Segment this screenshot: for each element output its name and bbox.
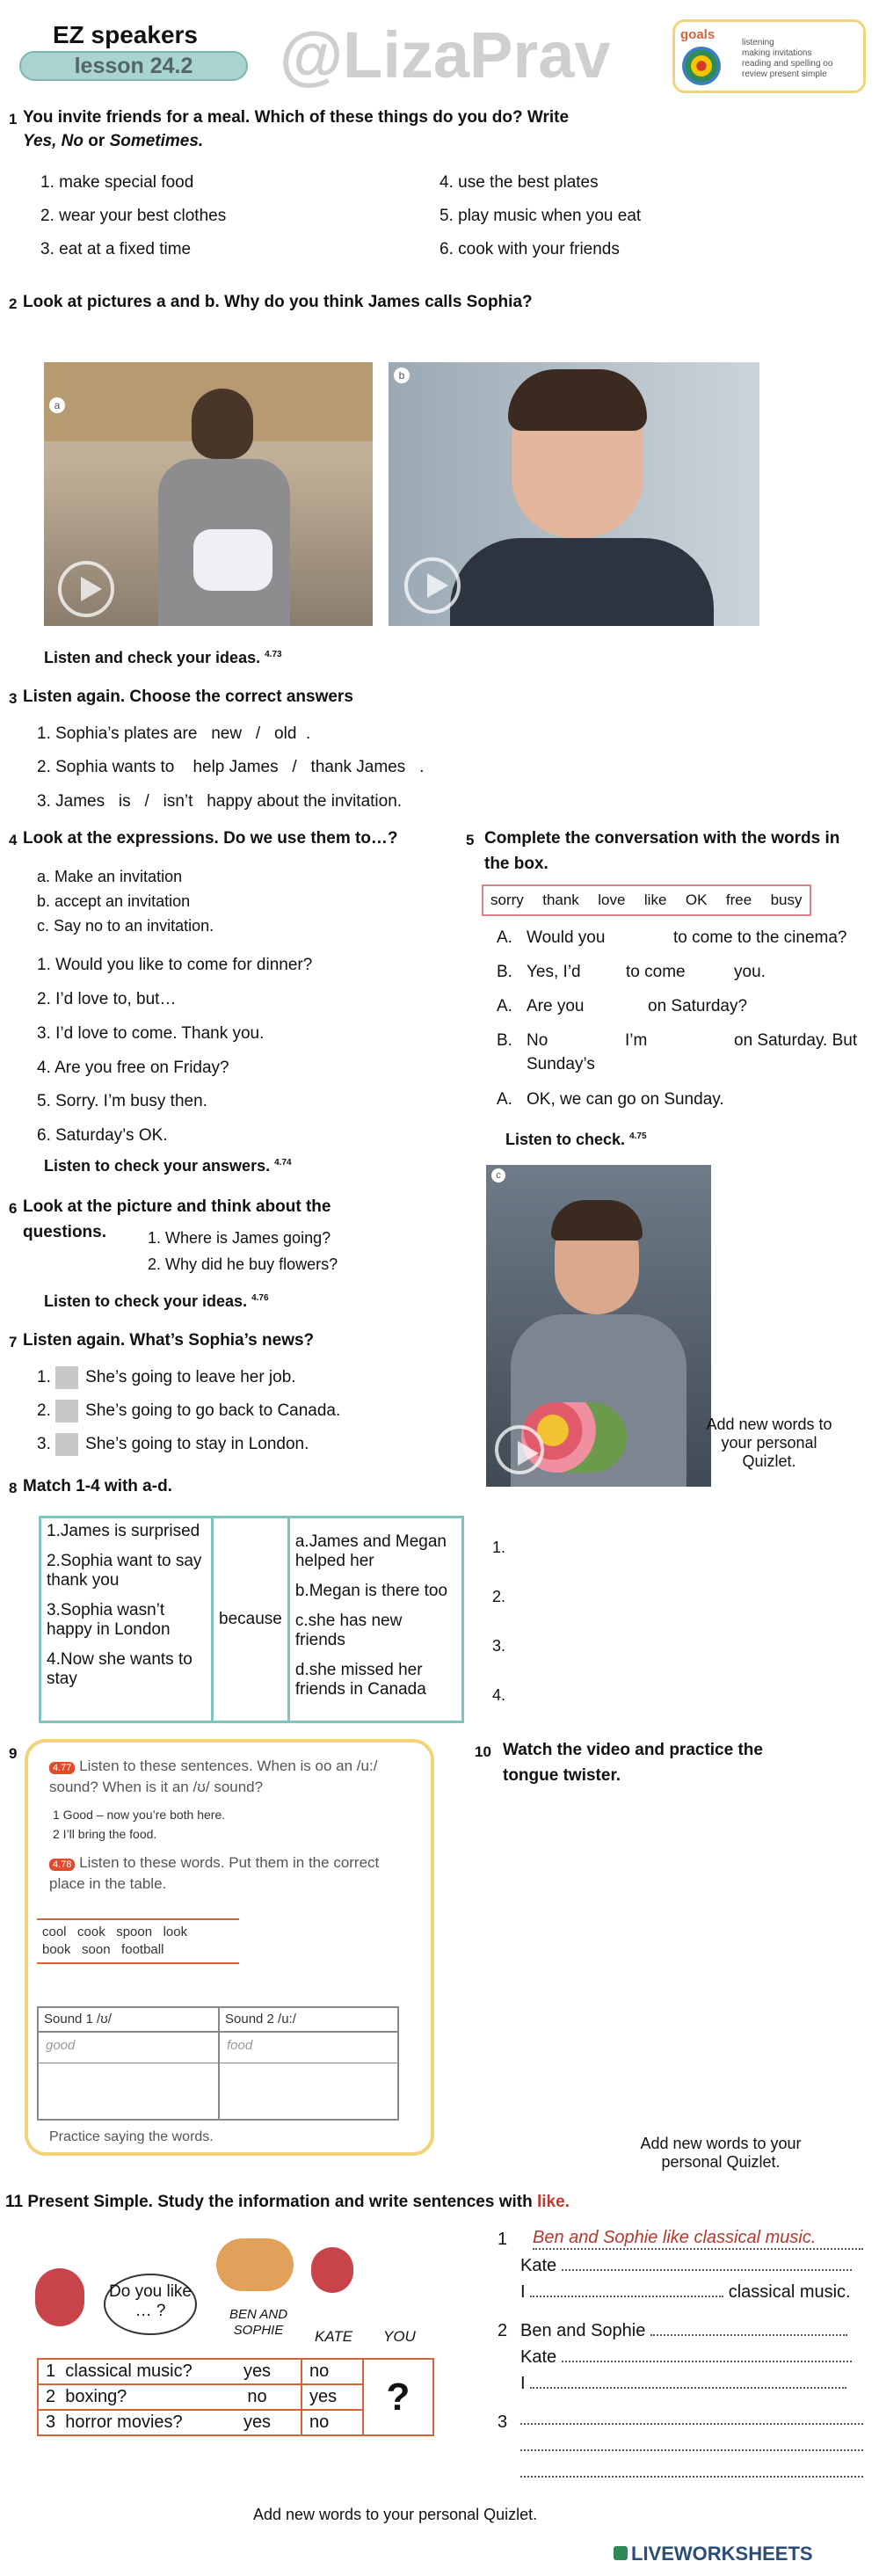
ex2-instruction: Look at pictures a and b. Why do you think James calls Sophia? <box>23 293 533 311</box>
ex4-number: 4 <box>9 832 18 848</box>
quizlet-note-1: Add new words to your personal Quizlet. <box>706 1415 832 1470</box>
pronunciation-box <box>25 1739 434 2156</box>
match-left-4: 4.Now she wants to stay <box>47 1650 193 1688</box>
ex11-instruction: 11 Present Simple. Study the information and write sentences with like. <box>5 2193 570 2211</box>
write-2-ben[interactable]: Ben and Sophie <box>520 2321 865 2341</box>
speech-bubble: Do you like … ? <box>104 2274 197 2335</box>
ex8-instruction: Match 1-4 with a-d. <box>23 1477 172 1495</box>
ex9-text-a: 4.77 Listen to these sentences. When is oo an /u:/ sound? When is it an /ʊ/ sound? <box>49 1757 378 1795</box>
dialog-line-4: B. No I’m on Saturday. But <box>497 1031 858 1050</box>
picture-c <box>486 1165 711 1487</box>
likes-ben: yes <box>214 2359 301 2384</box>
goals-list: listening making invitations reading and spelling oo review present simple <box>742 38 833 79</box>
ex10-number: 10 <box>475 1743 491 1760</box>
picture-c-label: c <box>491 1168 505 1182</box>
write-2-number: 2 <box>498 2321 508 2340</box>
ex3-item-3[interactable]: 3. James is / isn’t happy about the invitation. <box>37 792 403 811</box>
ex1-item-3: 3. eat at a fixed time <box>40 240 192 258</box>
col-ben-sophie: BEN AND SOPHIE <box>229 2307 288 2338</box>
match-left-2: 2.Sophia want to say thank you <box>47 1552 202 1590</box>
ex5-instruction: Complete the conversation with the words in <box>484 829 840 848</box>
write-2-i[interactable]: I <box>520 2374 865 2394</box>
write-1-number: 1 <box>498 2230 508 2249</box>
ex7-number: 7 <box>9 1334 18 1350</box>
match-answer-4[interactable]: 4. <box>492 1686 506 1704</box>
app-title: EZ speakers <box>53 21 198 48</box>
picture-a <box>44 362 373 626</box>
likes-item: 2 boxing? <box>38 2384 214 2410</box>
word-box: sorry thank love like OK free busy <box>482 884 811 916</box>
play-video-c-button[interactable] <box>495 1425 544 1474</box>
ex7-instruction: Listen again. What’s Sophia’s news? <box>23 1331 315 1350</box>
col-kate: KATE <box>315 2328 353 2345</box>
likes-table <box>37 2358 434 2436</box>
write-1-i[interactable]: I classical music. <box>520 2282 851 2302</box>
watermark: @LizaPrav <box>280 18 611 91</box>
goals-title: goals <box>680 27 716 42</box>
dialog-line-6: A. OK, we can go on Sunday. <box>497 1090 724 1109</box>
lesson-badge: lesson 24.2 <box>19 51 248 81</box>
ex9-sentence-2: 2 I’ll bring the food. <box>53 1827 157 1841</box>
play-video-a-button[interactable] <box>58 561 114 617</box>
picture-a-label: a <box>49 397 65 413</box>
man-hair <box>508 369 647 431</box>
ex7-item-2: 2. She’s going to go back to Canada. <box>37 1400 340 1423</box>
sound-2-header: Sound 2 /u:/ <box>220 2008 397 2033</box>
ex4-item-4: 4. Are you free on Friday? <box>37 1059 229 1077</box>
ex7-checkbox-2[interactable] <box>55 1400 78 1423</box>
ex1-item-4: 4. use the best plates <box>440 173 599 192</box>
ex7-item-3: 3. She’s going to stay in London. <box>37 1433 309 1456</box>
man-suit <box>450 538 714 626</box>
match-right-column <box>288 1517 462 1722</box>
goals-box <box>672 19 866 93</box>
liveworksheets-brand[interactable]: LIVEWORKSHEETS <box>631 2543 813 2565</box>
ex4-item-1: 1. Would you like to come for dinner? <box>37 956 313 974</box>
match-left-1: 1.James is surprised <box>47 1522 200 1540</box>
ex4-item-5: 5. Sorry. I’m busy then. <box>37 1092 207 1110</box>
dialog-line-3: A. Are you on Saturday? <box>497 997 748 1015</box>
ex9-number: 9 <box>9 1745 18 1762</box>
ex4-item-2: 2. I’d love to, but… <box>37 990 177 1008</box>
ex9-text-b: 4.78 Listen to these words. Put them in the correct place in the table. <box>49 1854 380 1892</box>
quizlet-note-2: Add new words to your personal Quizlet. <box>640 2135 802 2171</box>
likes-item: 3 horror movies? <box>38 2410 214 2435</box>
match-answer-1[interactable]: 1. <box>492 1539 506 1556</box>
ex9-sentence-1: 1 Good – now you’re both here. <box>53 1808 226 1822</box>
practice-note: Practice saying the words. <box>49 2129 214 2144</box>
ex4-item-6: 6. Saturday’s OK. <box>37 1126 168 1145</box>
write-3-line-2[interactable] <box>520 2449 863 2451</box>
likes-ben: yes <box>214 2410 301 2435</box>
write-2-kate[interactable]: Kate <box>520 2347 865 2368</box>
sound-table <box>37 2006 399 2121</box>
track-4-77[interactable]: 4.77 <box>49 1762 75 1774</box>
write-1-example: Ben and Sophie like classical music. <box>533 2228 863 2250</box>
match-right-a: a.James and Megan helped her <box>294 1532 447 1570</box>
picture-b <box>389 362 759 626</box>
ex6-question-1: 1. Where is James going? <box>148 1229 331 1247</box>
likes-you: ? <box>363 2359 433 2435</box>
ex4-instruction: Look at the expressions. Do we use them to…? <box>23 829 398 848</box>
match-answer-2[interactable]: 2. <box>492 1588 506 1605</box>
ex10-instruction-2: tongue twister. <box>503 1766 621 1785</box>
likes-ben: no <box>214 2384 301 2410</box>
ex3-instruction: Listen again. Choose the correct answers <box>23 688 353 706</box>
dialog-line-5: Sunday’s <box>527 1055 595 1073</box>
ex1-item-2: 2. wear your best clothes <box>40 207 227 225</box>
ben-sophie-icon <box>216 2238 294 2291</box>
ex8-number: 8 <box>9 1480 18 1496</box>
girl-icon <box>35 2268 84 2326</box>
ex3-number: 3 <box>9 690 18 707</box>
woman-head <box>192 389 253 459</box>
likes-kate: no <box>301 2359 363 2384</box>
likes-kate: no <box>301 2410 363 2435</box>
likes-item: 1 classical music? <box>38 2359 214 2384</box>
ex5-instruction-2: the box. <box>484 855 548 873</box>
match-left-column <box>40 1517 213 1722</box>
likes-kate: yes <box>301 2384 363 2410</box>
match-table <box>39 1516 464 1723</box>
ex7-checkbox-3[interactable] <box>55 1433 78 1456</box>
likes-row-1 <box>38 2359 433 2384</box>
ex3-item-1[interactable]: 1. Sophia’s plates are new / old . <box>37 724 311 743</box>
write-1-kate[interactable]: Kate <box>520 2256 865 2276</box>
col-you: YOU <box>383 2328 416 2345</box>
ex1-item-1: 1. make special food <box>40 173 194 192</box>
write-3-number: 3 <box>498 2412 508 2432</box>
ex5-listen: Listen to check. $^{4.75}$ <box>505 1131 647 1148</box>
ex1-number: 1 <box>9 111 18 127</box>
match-right-c: c.she has new friends <box>294 1612 403 1649</box>
ex7-item-1: 1. She’s going to leave her job. <box>37 1366 296 1389</box>
ex4-listen: Listen to check your answers. $^{4.74}$ <box>44 1157 292 1175</box>
ex4-option-a: a. Make an invitation <box>37 868 183 885</box>
ex5-number: 5 <box>466 832 475 848</box>
ex3-item-2[interactable]: 2. Sophia wants to help James / thank James . <box>37 758 425 776</box>
james-hair <box>551 1200 643 1241</box>
sound-1-header: Sound 1 /ʊ/ <box>39 2008 220 2033</box>
ex4-option-c: c. Say no to an invitation. <box>37 917 214 935</box>
ex9-word-box: cool cook spoon look book soon football <box>37 1918 239 1964</box>
picture-b-label: b <box>394 367 410 383</box>
sound-2-example: food <box>227 2038 253 2053</box>
match-right-d: d.she missed her friends in Canada <box>294 1661 426 1699</box>
target-icon <box>682 47 721 85</box>
quizlet-note-3: Add new words to your personal Quizlet. <box>253 2506 538 2523</box>
ex7-checkbox-1[interactable] <box>55 1366 78 1389</box>
ex6-number: 6 <box>9 1200 18 1217</box>
paper-wrapping <box>193 529 272 591</box>
ex1-instruction-2: Yes, No or Sometimes. <box>23 132 204 150</box>
ex2-number: 2 <box>9 295 18 312</box>
write-3-line-3[interactable] <box>520 2476 863 2478</box>
ex6-instruction-2: questions. <box>23 1223 107 1241</box>
ex1-item-5: 5. play music when you eat <box>440 207 642 225</box>
ex6-instruction: Look at the picture and think about the <box>23 1197 331 1216</box>
ex4-item-3: 3. I’d love to come. Thank you. <box>37 1024 265 1043</box>
dialog-line-1: A. Would you to come to the cinema? <box>497 928 847 947</box>
match-because: because <box>213 1517 289 1722</box>
ex6-question-2: 2. Why did he buy flowers? <box>148 1255 338 1273</box>
ex1-instruction: You invite friends for a meal. Which of these things do you do? Write <box>23 108 570 127</box>
ex2-listen: Listen and check your ideas. $^{4.73}$ <box>44 649 282 666</box>
ex4-option-b: b. accept an invitation <box>37 892 191 910</box>
match-right-b: b.Megan is there too <box>294 1582 448 1600</box>
ex1-item-6: 6. cook with your friends <box>440 240 620 258</box>
dialog-line-2: B. Yes, I’d to come you. <box>497 963 766 981</box>
track-4-78[interactable]: 4.78 <box>49 1859 75 1871</box>
play-video-b-button[interactable] <box>404 557 461 614</box>
kate-icon <box>311 2247 353 2293</box>
liveworksheets-logo-icon <box>614 2546 628 2560</box>
ex10-instruction: Watch the video and practice the <box>503 1741 763 1759</box>
ex6-listen: Listen to check your ideas. $^{4.76}$ <box>44 1292 269 1310</box>
write-3-line-1[interactable] <box>520 2423 863 2425</box>
match-left-3: 3.Sophia wasn’t happy in London <box>47 1601 171 1639</box>
match-answer-3[interactable]: 3. <box>492 1637 506 1655</box>
sound-1-example: good <box>46 2038 76 2053</box>
